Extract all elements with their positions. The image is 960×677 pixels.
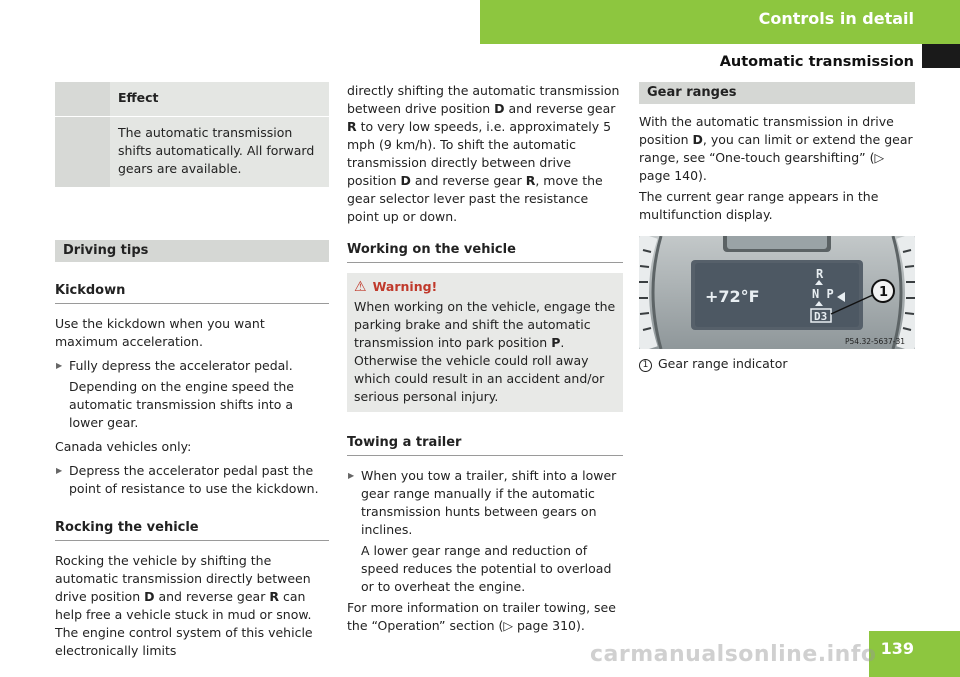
driving-tips-bar: Driving tips bbox=[55, 240, 329, 262]
kickdown-step-note: Depending on the engine speed the automatic transmission shifts into a lower gear. bbox=[69, 379, 294, 430]
working-heading: Working on the vehicle bbox=[347, 241, 623, 263]
effect-table-row bbox=[55, 116, 329, 187]
canada-step: ▶ Depress the accelerator pedal past the point of resistance to use the kickdown. bbox=[55, 462, 329, 498]
warning-box bbox=[347, 273, 623, 412]
caption-number-icon: 1 bbox=[639, 359, 652, 372]
subsection-title: Automatic transmission bbox=[719, 54, 914, 70]
header-section-bar bbox=[480, 0, 960, 44]
kickdown-step: ▶ Fully depress the accelerator pedal. bbox=[55, 357, 329, 375]
rocking-heading: Rocking the vehicle bbox=[55, 519, 329, 541]
effect-table-header: Effect bbox=[118, 90, 159, 105]
page-number: 139 bbox=[880, 639, 914, 658]
callout-number: 1 bbox=[879, 285, 889, 300]
watermark: carmanualsonline.info bbox=[590, 642, 877, 667]
multifunction-display-photo bbox=[639, 236, 915, 349]
effect-table-header-row bbox=[55, 82, 329, 116]
column-middle bbox=[347, 82, 623, 635]
display-temperature: +72°F bbox=[705, 287, 760, 306]
towing-step: ▶ When you tow a trailer, shift into a lower gear range manually if the automatic transmission hunts between gears on inclines. bbox=[347, 467, 623, 539]
warning-text: When working on the vehicle, engage the parking brake and shift the automatic transmission into park position P. Otherwise the vehicle could roll away which could result in an accident and/or serious personal injury. bbox=[354, 299, 616, 404]
page-number-box bbox=[869, 631, 960, 677]
effect-table-cell: The automatic transmission shifts automatically. All forward gears are available. bbox=[118, 125, 315, 176]
header-marker bbox=[922, 44, 960, 68]
instrument-cluster-illustration bbox=[639, 236, 915, 349]
photo-caption: 1 Gear range indicator bbox=[639, 355, 915, 373]
display-gear-np: N P bbox=[812, 287, 834, 301]
rocking-paragraph: Rocking the vehicle by shifting the automatic transmission directly between drive position D and reverse gear R can help free a vehicle stuck in mud or snow. The engine control system of this vehicle electronically limits bbox=[55, 553, 313, 658]
towing-more: For more information on trailer towing, see the “Operation” section (▷ page 310). bbox=[347, 600, 616, 633]
towing-note: A lower gear range and reduction of speed reduces the potential to overload or to overheat the engine. bbox=[361, 543, 612, 594]
canada-note: Canada vehicles only: bbox=[55, 439, 192, 454]
warning-title: Warning! bbox=[372, 279, 438, 294]
kickdown-intro: Use the kickdown when you want maximum acceleration. bbox=[55, 316, 265, 349]
rocking-continued: directly shifting the automatic transmission between drive position D and reverse gear R to very low speeds, i.e. approximately 5 mph (9 km/h). To shift the automatic transmission directly between drive position D and reverse gear R, move the gear selector lever past the resistance point up or down. bbox=[347, 83, 620, 224]
kickdown-heading: Kickdown bbox=[55, 282, 329, 304]
gear-ranges-paragraph: With the automatic transmission in drive position D, you can limit or extend the gear range, see “One-touch gearshifting” (▷ page 140). bbox=[639, 114, 913, 183]
gear-display-note: The current gear range appears in the multifunction display. bbox=[639, 189, 879, 222]
section-title: Controls in detail bbox=[758, 9, 914, 28]
gear-ranges-bar: Gear ranges bbox=[639, 82, 915, 104]
display-gear-range: D3 bbox=[814, 310, 828, 323]
warning-icon: ⚠ bbox=[354, 279, 367, 295]
towing-heading: Towing a trailer bbox=[347, 434, 623, 456]
column-right bbox=[639, 82, 915, 373]
photo-code: P54.32-5637-31 bbox=[845, 337, 906, 346]
display-gear-r: R bbox=[816, 267, 824, 281]
effect-table bbox=[55, 82, 329, 188]
page-reference-link[interactable]: ▷ page 310). bbox=[503, 618, 585, 633]
column-left bbox=[55, 82, 329, 660]
